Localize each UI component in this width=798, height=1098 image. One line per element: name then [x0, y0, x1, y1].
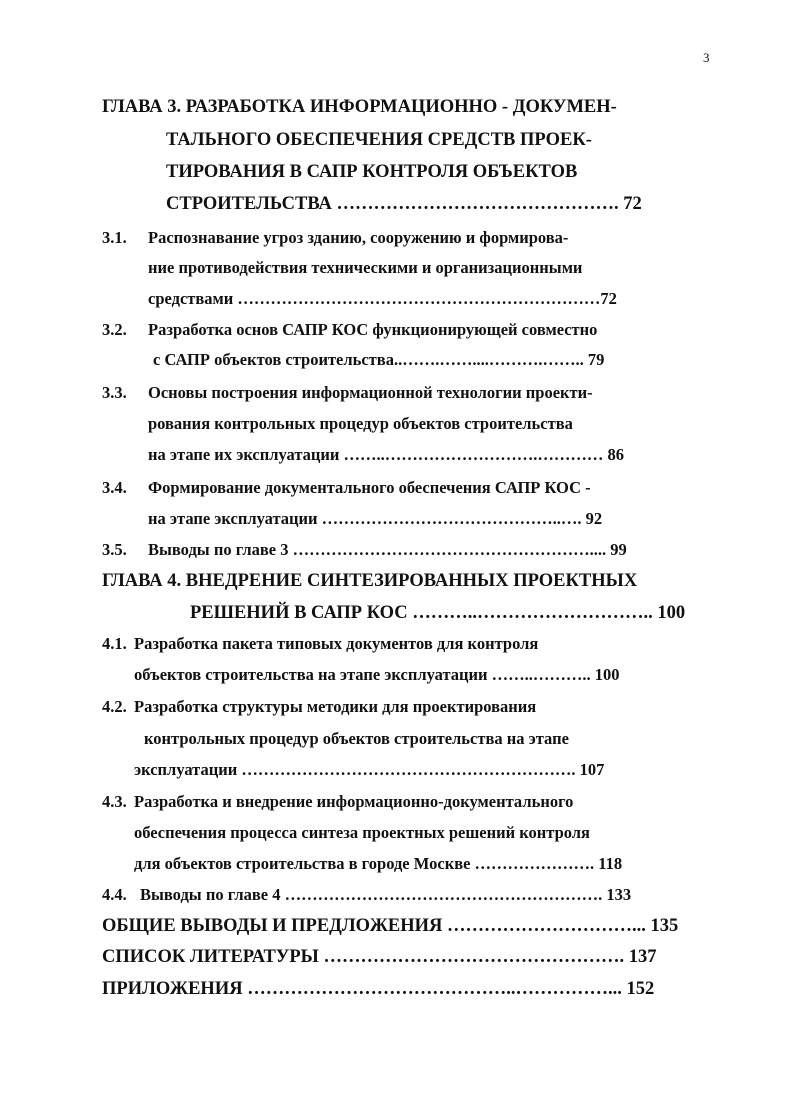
toc-entry-3-4-line-2: на этапе эксплуатации ……………………………………..…. 92 [148, 509, 603, 528]
toc-conclusions: ОБЩИЕ ВЫВОДЫ И ПРЕДЛОЖЕНИЯ …………………………... 135 [102, 916, 679, 936]
toc-entry-3-1-line-2: ние противодействия техническими и организационными [148, 258, 583, 277]
ch3-heading-line-3: ТИРОВАНИЯ В САПР КОНТРОЛЯ ОБЪЕКТОВ [166, 162, 578, 182]
toc-entry-4-3-line-1: Разработка и внедрение информационно-документального [134, 792, 574, 811]
toc-entry-3-1-line-1: Распознавание угроз зданию, сооружению и формирова- [148, 228, 569, 247]
toc-entry-4-2-line-3: эксплуатации ……………………………………………………. 107 [134, 760, 605, 779]
toc-entry-3-3-line-1: Основы построения информационной технологии проекти- [148, 383, 593, 402]
toc-references: СПИСОК ЛИТЕРАТУРЫ …………………………………………. 137 [102, 947, 657, 967]
toc-entry-3-3-number: 3.3. [102, 383, 127, 402]
toc-entry-3-5-number: 3.5. [102, 540, 127, 559]
toc-entry-3-2-number: 3.2. [102, 320, 127, 339]
toc-entry-4-2-line-2: контрольных процедур объектов строительства на этапе [144, 729, 569, 748]
toc-entry-3-1-line-3: средствами …………………………………………………………72 [148, 289, 617, 308]
ch4-heading-line-1: ГЛАВА 4. ВНЕДРЕНИЕ СИНТЕЗИРОВАННЫХ ПРОЕКТНЫХ [102, 571, 638, 591]
page-number: 3 [703, 50, 710, 65]
toc-entry-3-1-number: 3.1. [102, 228, 127, 247]
toc-entry-4-1-line-1: Разработка пакета типовых документов для контроля [134, 634, 539, 653]
toc-entry-4-1-line-2: объектов строительства на этапе эксплуатации ……..……….. 100 [134, 665, 620, 684]
toc-entry-3-4-line-1: Формирование документального обеспечения САПР КОС - [148, 478, 591, 497]
toc-entry-4-4-number: 4.4. [102, 885, 127, 904]
toc-entry-3-3-line-3: на этапе их эксплуатации ……..……………………….………… 86 [148, 445, 625, 464]
ch4-heading-line-2: РЕШЕНИЙ В САПР КОС ………..……………………….. 100 [190, 603, 686, 623]
toc-appendices: ПРИЛОЖЕНИЯ ……………………………………..……………... 152 [102, 979, 655, 999]
toc-entry-3-4-number: 3.4. [102, 478, 127, 497]
ch3-heading-line-1: ГЛАВА 3. РАЗРАБОТКА ИНФОРМАЦИОННО - ДОКУМЕН- [102, 97, 617, 117]
ch3-heading-line-4: СТРОИТЕЛЬСТВА ………………………………………. 72 [166, 194, 642, 214]
toc-entry-4-3-number: 4.3. [102, 792, 127, 811]
toc-entry-4-4-line-1: Выводы по главе 4 …………………………………………………. 133 [140, 885, 632, 904]
toc-entry-4-2-number: 4.2. [102, 697, 127, 716]
toc-entry-3-2-line-2: с САПР объектов строительства..…….……....……….…….. 79 [153, 350, 605, 369]
toc-entry-3-2-line-1: Разработка основ САПР КОС функционирующей совместно [148, 320, 598, 339]
toc-entry-4-1-number: 4.1. [102, 634, 127, 653]
toc-entry-3-3-line-2: рования контрольных процедур объектов строительства [148, 414, 573, 433]
toc-entry-4-2-line-1: Разработка структуры методики для проектирования [134, 697, 537, 716]
toc-entry-4-3-line-2: обеспечения процесса синтеза проектных решений контроля [134, 823, 590, 842]
ch3-heading-line-2: ТАЛЬНОГО ОБЕСПЕЧЕНИЯ СРЕДСТВ ПРОЕК- [166, 130, 592, 150]
toc-entry-3-5-line-1: Выводы по главе 3 ……………………………………………….... 99 [148, 540, 627, 559]
toc-entry-4-3-line-3: для объектов строительства в городе Москве …………………. 118 [134, 854, 623, 873]
